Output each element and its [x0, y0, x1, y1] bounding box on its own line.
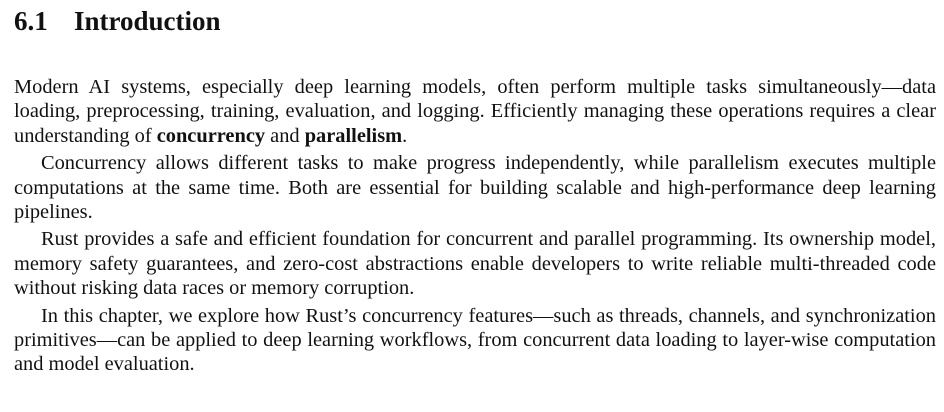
document-page [14, 0, 936, 380]
paragraph-text: Modern AI systems, especially deep learning models, often perform multiple tasks simultaneously—data loading, preprocessing, training, evaluation, and logging. Efficiently managing these operations requires a clear understanding of [14, 76, 936, 147]
paragraph-text: . [402, 124, 408, 147]
paragraph-intro [14, 75, 936, 148]
paragraph-rust: Rust provides a safe and efficient foundation for concurrent and parallel programming. Its ownership model, memory safety guarantees, and zero-cost abstractions enable developers to write reliable multi-threaded code without risking data races or memory corruption. [14, 228, 936, 300]
term-parallelism: parallelism [304, 124, 403, 147]
term-concurrency: concurrency [156, 124, 266, 147]
section-body [14, 75, 936, 377]
section-number: 6.1 [14, 6, 48, 36]
section-title: Introduction [74, 6, 221, 36]
section-heading [14, 0, 936, 38]
paragraph-chapter-overview: In this chapter, we explore how Rust’s concurrency features—such as threads, channels, and synchronization primitives—can be applied to deep learning workflows, from concurrent data loading to layer-wise computation and model evaluation. [14, 304, 936, 376]
paragraph-text: and [265, 124, 305, 147]
paragraph-concurrency: Concurrency allows different tasks to make progress independently, while parallelism executes multiple computations at the same time. Both are essential for building scalable and high-performance deep learning pipelines. [14, 152, 936, 224]
